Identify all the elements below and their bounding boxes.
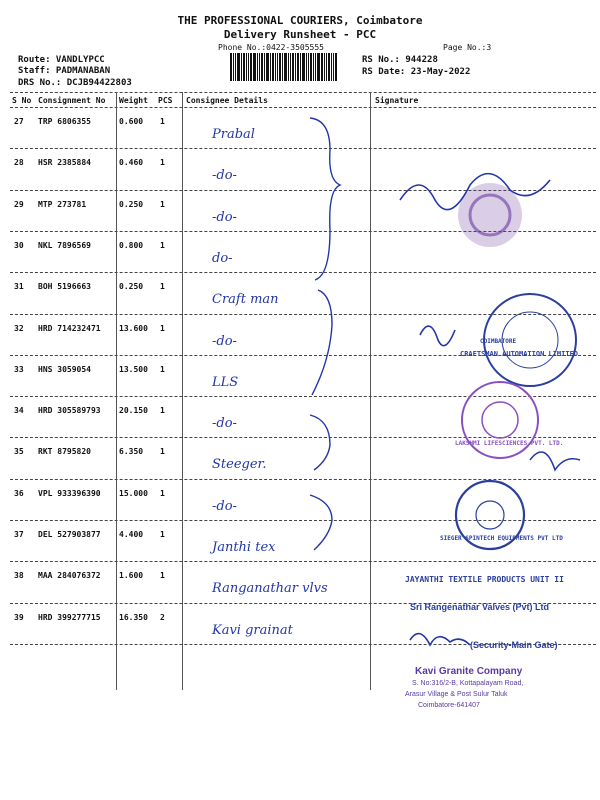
row-sno: 37 (14, 530, 24, 539)
barcode-bar (282, 53, 283, 81)
row-pcs: 2 (160, 612, 165, 622)
barcode-bar (279, 53, 281, 81)
sieger-stamp: SIEGER SPINTECH EQUIPMENTS PVT LTD (440, 535, 563, 542)
col-pcs: PCS (158, 96, 173, 105)
row-consignee-handwritten: -do- (212, 168, 237, 184)
row-consignee-handwritten: -do- (212, 209, 237, 225)
row-consignment-no: BOH 5196663 (38, 282, 91, 292)
row-sno: 38 (14, 571, 24, 581)
granite-stamp: Kavi Granite Company (415, 666, 523, 677)
row-weight: 13.600 (119, 323, 148, 333)
column-divider (182, 92, 183, 690)
barcode-bar (333, 53, 334, 81)
barcode-bar (277, 53, 278, 81)
row-weight: 0.250 (119, 282, 144, 292)
row-consignment-no: MAA 284076372 (38, 571, 101, 581)
col-signature: Signature (375, 96, 419, 105)
row-sno: 39 (14, 612, 24, 622)
row-weight: 6.350 (119, 447, 144, 457)
barcode-bar (264, 53, 265, 81)
route-label: Route: VANDLYPCC (18, 55, 105, 65)
row-pcs: 1 (160, 488, 165, 498)
barcode-bar (317, 53, 320, 81)
barcode-bar (237, 53, 240, 81)
row-pcs: 1 (160, 571, 165, 581)
row-pcs: 1 (160, 447, 165, 457)
security-stamp: (Security-Main Gate) (470, 640, 558, 650)
rs-date: RS Date: 23-May-2022 (362, 67, 471, 77)
barcode-bar (257, 53, 258, 81)
row-sno: 35 (14, 447, 24, 457)
row-consignee-handwritten: -do- (212, 498, 237, 514)
row-pcs: 1 (160, 364, 165, 374)
row-consignee-handwritten: Janthi tex (212, 540, 276, 555)
barcode-bar (253, 53, 256, 81)
company-title: THE PROFESSIONAL COURIERS, Coimbatore (177, 14, 423, 27)
row-weight: 0.460 (119, 158, 144, 168)
craftsman-stamp: CRAFTSMAN AUTOMATION LIMITED (460, 350, 579, 358)
barcode-bar (292, 53, 294, 81)
row-sno: 29 (14, 199, 24, 209)
row-pcs: 1 (160, 406, 165, 416)
row-weight: 0.800 (119, 240, 144, 250)
barcode-bar (259, 53, 260, 81)
row-sno: 32 (14, 323, 24, 333)
row-consignee-handwritten: Craft man (212, 292, 279, 308)
barcode-bar (313, 53, 314, 81)
barcode-bar (243, 53, 245, 81)
row-consignment-no: VPL 933396390 (38, 488, 101, 498)
barcode-bar (233, 53, 234, 81)
row-consignee-handwritten: Ranganathar vlvs (212, 581, 328, 597)
row-consignment-no: HRD 714232471 (38, 323, 101, 333)
row-consignment-no: HSR 2385884 (38, 158, 91, 168)
row-consignee-handwritten: Steeger. (212, 457, 267, 473)
row-sno: 28 (14, 158, 24, 168)
row-consignment-no: HRD 399277715 (38, 612, 101, 622)
row-consignee-handwritten: Kavi grainat (212, 622, 293, 638)
phone-number: Phone No.:0422-3505555 (218, 43, 324, 52)
craftsman-stamp-inner: COIMBATORE (480, 338, 517, 345)
barcode-bar (315, 53, 316, 81)
granite-address-3: Coimbatore-641407 (418, 702, 480, 709)
barcode-bar (331, 53, 332, 81)
lakshmi-stamp: LAKSHMI LIFESCIENCES PVT. LTD. (455, 440, 564, 447)
col-sno: S No (12, 96, 32, 105)
row-consignee-handwritten: do- (212, 250, 233, 266)
barcode-bar (308, 53, 309, 81)
row-weight: 20.150 (119, 406, 148, 416)
row-pcs: 1 (160, 158, 165, 168)
barcode-bar (266, 53, 269, 81)
header-bottom-rule (10, 107, 596, 108)
barcode-bar (300, 53, 301, 81)
barcode-bar (261, 53, 263, 81)
barcode-bar (297, 53, 299, 81)
barcode-bar (326, 53, 327, 81)
row-consignment-no: HRD 305589793 (38, 406, 101, 416)
header-top-rule (10, 92, 596, 93)
barcode-bar (310, 53, 312, 81)
row-consignee-handwritten: Prabal (212, 127, 255, 142)
runsheet-title: Delivery Runsheet - PCC (223, 28, 377, 41)
barcode-bar (288, 53, 289, 81)
row-pcs: 1 (160, 282, 165, 292)
row-pcs: 1 (160, 199, 165, 209)
row-consignment-no: NKL 7896569 (38, 240, 91, 250)
row-pcs: 1 (160, 530, 165, 539)
page-number: Page No.:3 (443, 43, 492, 52)
barcode-bar (275, 53, 276, 81)
row-consignment-no: RKT 8795820 (38, 447, 91, 457)
barcode-bar (250, 53, 252, 81)
barcode-bar (235, 53, 236, 81)
barcode-bar (241, 53, 242, 81)
row-consignment-no: TRP 6806355 (38, 117, 91, 126)
barcode-bar (272, 53, 274, 81)
barcode-bar (230, 53, 232, 81)
barcode-bar (284, 53, 287, 81)
barcode-bar (306, 53, 307, 81)
row-sno: 27 (14, 117, 24, 126)
granite-address-2: Arasur Village & Post Sulur Taluk (405, 691, 508, 698)
row-pcs: 1 (160, 323, 165, 333)
row-sno: 34 (14, 406, 24, 416)
barcode-bar (295, 53, 296, 81)
row-weight: 13.500 (119, 364, 148, 374)
row-consignee-handwritten: -do- (212, 416, 237, 432)
granite-address-1: S. No:316/2-B, Kottapalayam Road, (412, 680, 524, 687)
row-sno: 36 (14, 488, 24, 498)
staff-label: Staff: PADMANABAN (18, 66, 111, 76)
row-sno: 33 (14, 364, 24, 374)
barcode-bar (270, 53, 271, 81)
col-consignee: Consignee Details (186, 96, 268, 105)
row-weight: 4.400 (119, 530, 144, 539)
row-weight: 16.350 (119, 612, 148, 622)
row-consignee-handwritten: -do- (212, 333, 237, 349)
row-pcs: 1 (160, 240, 165, 250)
column-divider (116, 92, 117, 690)
row-weight: 1.600 (119, 571, 144, 581)
column-divider (370, 92, 371, 690)
row-consignment-no: DEL 527903877 (38, 530, 101, 539)
barcode (230, 53, 352, 81)
row-consignee-handwritten: LLS (212, 374, 239, 390)
barcode-bar (335, 53, 337, 81)
row-weight: 15.000 (119, 488, 148, 498)
col-weight: Weight (119, 96, 148, 105)
row-consignment-no: MTP 273781 (38, 199, 87, 209)
row-weight: 0.600 (119, 117, 144, 126)
row-pcs: 1 (160, 117, 165, 126)
row-sno: 31 (14, 282, 24, 292)
col-consignment: Consignment No (38, 96, 106, 105)
row-weight: 0.250 (119, 199, 144, 209)
barcode-bar (321, 53, 323, 81)
handwritten-braces (300, 110, 360, 670)
barcode-bar (248, 53, 249, 81)
rs-number: RS No.: 944228 (362, 55, 438, 65)
row-consignment-no: HNS 3059054 (38, 364, 91, 374)
row-sno: 30 (14, 240, 24, 250)
drs-number: DRS No.: DCJB94422803 (18, 78, 132, 88)
jayanthi-stamp: JAYANTHI TEXTILE PRODUCTS UNIT II (405, 575, 564, 584)
barcode-bar (302, 53, 305, 81)
barcode-bar (324, 53, 325, 81)
barcode-bar (246, 53, 247, 81)
rangenathar-stamp: Sri Rangenathar Valves (Pvt) Ltd (410, 602, 550, 612)
barcode-bar (290, 53, 291, 81)
barcode-bar (328, 53, 330, 81)
